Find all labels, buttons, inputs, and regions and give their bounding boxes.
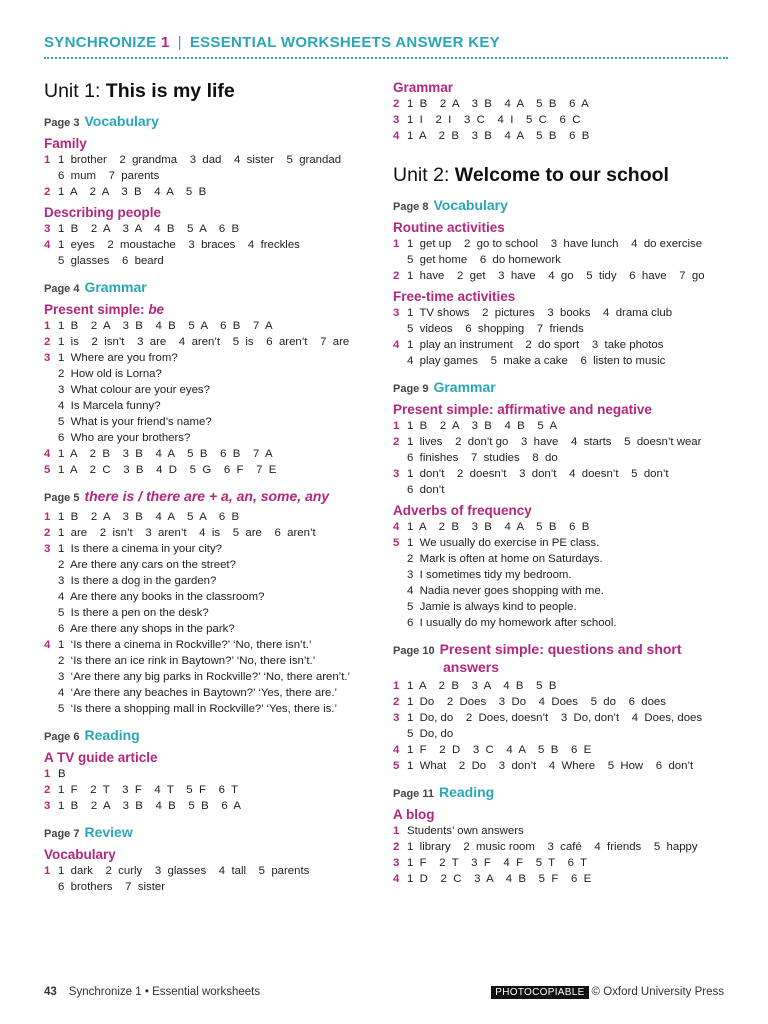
header-title: ESSENTIAL WORKSHEETS ANSWER KEY (189, 34, 500, 51)
answer-line: 1 is 2 isn’t 3 are 4 aren’t 5 is 6 aren’t 7 are (58, 336, 350, 348)
answer-row: 3 1 B 2 A 3 A 4 B 5 A 6 B (44, 223, 240, 235)
answer-row: 1 Students’ own answers (393, 825, 524, 837)
answer-line: 1 B 2 A 3 A 4 B 5 A 6 B (58, 223, 240, 235)
answer-row: 1 1 brother 2 grandma 3 dad 4 sister 5 grandad 6 mum 7 parents (44, 154, 342, 182)
right-column (393, 76, 738, 887)
answer-line: 1 get up 2 go to school 3 have lunch 4 do exercise (407, 238, 703, 250)
answer-line: 1 B 2 A 3 B 4 B 5 A 6 B 7 A (58, 320, 273, 332)
answer-line: 1 TV shows 2 pictures 3 books 4 drama club (407, 307, 673, 319)
answer-line: 1 What 2 Do 3 don’t 4 Where 5 How 6 don’t (407, 760, 694, 772)
answer-line: 6 Who are your brothers? (58, 432, 191, 444)
footer-text: Synchronize 1 • Essential worksheets (68, 986, 261, 998)
section-present-simple-be: Present simple: be (44, 302, 165, 317)
answer-line: 4 ‘Are there any beaches in Baytown?’ ‘Yes, there are.’ (58, 687, 338, 699)
answer-row: 2 1 library 2 music room 3 café 4 friends 5 happy (393, 841, 698, 853)
answer-line: 1 F 2 T 3 F 4 T 5 F 6 T (58, 784, 238, 796)
page-9-heading: Page 9 Grammar (393, 379, 496, 395)
answer-line: 1 library 2 music room 3 café 4 friends 5 happy (407, 841, 698, 853)
answer-line: 2 ‘Is there an ice rink in Baytown?’ ‘No, there isn’t.’ (58, 655, 316, 667)
answer-line: 3 ‘Are there any big parks in Rockville?’ ‘No, there aren’t.’ (58, 671, 351, 683)
page-5-heading: Page 5 there is / there are + a, an, some, any (44, 488, 330, 504)
unit-2-title: Unit 2: Welcome to our school (393, 164, 669, 186)
answer-line: 1 B 2 A 3 B 4 A 5 A 6 B (58, 511, 240, 523)
answer-line: 1 A 2 B 3 B 4 A 5 B 6 B (407, 130, 590, 142)
answer-line: 1 Do, do 2 Does, doesn’t 3 Do, don’t 4 Does, does (407, 712, 703, 724)
brand-logo: SYNCHRONIZE 1 (44, 34, 170, 51)
answer-row: 5 1 A 2 C 3 B 4 D 5 G 6 F 7 E (44, 464, 277, 476)
answer-row: 5 1 What 2 Do 3 don’t 4 Where 5 How 6 don’t (393, 760, 694, 772)
answer-line: 6 I usually do my homework after school. (407, 617, 617, 629)
answer-line: 1 don’t 2 doesn’t 3 don’t 4 doesn’t 5 don’t (407, 468, 669, 480)
answer-line: 1 have 2 get 3 have 4 go 5 tidy 6 have 7 go (407, 270, 705, 282)
section-adverbs: Adverbs of frequency (393, 503, 532, 518)
answer-line: 5 Do, do (407, 728, 454, 740)
answer-line: 2 Mark is often at home on Saturdays. (407, 553, 603, 565)
answer-line: 1 I 2 I 3 C 4 I 5 C 6 C (407, 114, 581, 126)
answer-line: 5 videos 6 shopping 7 friends (407, 323, 584, 335)
answer-row: 2 1 lives 2 don’t go 3 have 4 starts 5 doesn’t wear 6 finishes 7 studies 8 do (393, 436, 702, 464)
unit-1-title: Unit 1: This is my life (44, 80, 235, 102)
answer-line: 3 What colour are your eyes? (58, 384, 210, 396)
answer-line: 1 B 2 A 3 B 4 B 5 A (407, 420, 558, 432)
section-review-vocabulary: Vocabulary (44, 847, 116, 862)
left-column (44, 76, 369, 895)
answer-line: 1 F 2 D 3 C 4 A 5 B 6 E (407, 744, 592, 756)
answer-row: 2 1 B 2 A 3 B 4 A 5 B 6 A (393, 98, 589, 110)
answer-line: 6 brothers 7 sister (58, 881, 165, 893)
answer-line: 4 Nadia never goes shopping with me. (407, 585, 604, 597)
answer-row: 4 1 eyes 2 moustache 3 braces 4 freckles 5 glasses 6 beard (44, 239, 300, 267)
answer-line: 6 don’t (407, 484, 445, 496)
section-affirmative-negative: Present simple: affirmative and negative (393, 402, 652, 417)
section-review-grammar: Grammar (393, 80, 454, 95)
answer-line: 1 dark 2 curly 3 glasses 4 tall 5 parents (58, 865, 310, 877)
answer-line: 1 lives 2 don’t go 3 have 4 starts 5 doesn’t wear (407, 436, 702, 448)
answer-line: 1 Where are you from? (58, 352, 178, 364)
answer-row: 4 1 A 2 B 3 B 4 A 5 B 6 B 7 A (44, 448, 273, 460)
answer-line: 1 Is there a cinema in your city? (58, 543, 222, 555)
answer-row: 4 1 play an instrument 2 do sport 3 take photos 4 play games 5 make a cake 6 listen to music (393, 339, 666, 367)
section-family: Family (44, 136, 87, 151)
page-number: 43 (44, 986, 57, 998)
section-routine-activities: Routine activities (393, 220, 505, 235)
answer-row: 3 1 Is there a cinema in your city? 2 Are there any cars on the street? 3 Is there a dog in the garden? 4 Are there any books in the classroom? 5 Is there a pen on the desk? 6 Are there any shops in the park? (44, 543, 265, 635)
answer-line: 5 ‘Is there a shopping mall in Rockville?’ ‘Yes, there is.’ (58, 703, 337, 715)
answer-row: 2 1 have 2 get 3 have 4 go 5 tidy 6 have 7 go (393, 270, 705, 282)
section-free-time: Free-time activities (393, 289, 516, 304)
page-11-heading: Page 11 Reading (393, 784, 495, 800)
answer-line: 5 get home 6 do homework (407, 254, 561, 266)
answer-row: 4 1 A 2 B 3 B 4 A 5 B 6 B (393, 521, 590, 533)
answer-row: 4 1 A 2 B 3 B 4 A 5 B 6 B (393, 130, 590, 142)
answer-line: 5 Is there a pen on the desk? (58, 607, 209, 619)
answer-line: 5 glasses 6 beard (58, 255, 164, 267)
section-describing-people: Describing people (44, 205, 162, 220)
answer-line: 1 F 2 T 3 F 4 F 5 T 6 T (407, 857, 587, 869)
answer-line: 1 We usually do exercise in PE class. (407, 537, 600, 549)
answer-line: 5 Jamie is always kind to people. (407, 601, 577, 613)
answer-line: 4 play games 5 make a cake 6 listen to music (407, 355, 666, 367)
answer-row: 2 1 Do 2 Does 3 Do 4 Does 5 do 6 does (393, 696, 666, 708)
answer-row: 4 1 F 2 D 3 C 4 A 5 B 6 E (393, 744, 592, 756)
answer-line: 1 play an instrument 2 do sport 3 take photos (407, 339, 664, 351)
answer-row: 1 1 B 2 A 3 B 4 A 5 A 6 B (44, 511, 240, 523)
answer-row: 3 1 don’t 2 doesn’t 3 don’t 4 doesn’t 5 don’t 6 don’t (393, 468, 669, 496)
answer-line: 1 A 2 A 3 B 4 A 5 B (58, 186, 207, 198)
answer-row: 1 B (44, 768, 66, 780)
answer-row: 4 1 ‘Is there a cinema in Rockville?’ ‘No, there isn’t.’ 2 ‘Is there an ice rink in Baytown?’ ‘No, there isn’t.’ 3 ‘Are there any big parks in Rockville?’ ‘No, there aren’t.’ 4 ‘Are there any beaches in Baytown?’ ‘Yes, there are.’ 5 ‘Is there a shopping mall in Rockville?’ ‘Yes, there is.’ (44, 639, 351, 715)
answer-line: 3 Is there a dog in the garden? (58, 575, 217, 587)
answer-row: 3 1 I 2 I 3 C 4 I 5 C 6 C (393, 114, 581, 126)
answer-line: 1 A 2 C 3 B 4 D 5 G 6 F 7 E (58, 464, 277, 476)
answer-line: 1 Do 2 Does 3 Do 4 Does 5 do 6 does (407, 696, 666, 708)
answer-line: 2 How old is Lorna? (58, 368, 162, 380)
answer-row: 3 1 Do, do 2 Does, doesn’t 3 Do, don’t 4 Does, does 5 Do, do (393, 712, 703, 740)
answer-line: 1 A 2 B 3 A 4 B 5 B (407, 680, 557, 692)
answer-row: 3 1 TV shows 2 pictures 3 books 4 drama club 5 videos 6 shopping 7 friends (393, 307, 673, 335)
answer-line: 6 Are there any shops in the park? (58, 623, 235, 635)
answer-line: 1 B 2 A 3 B 4 B 5 B 6 A (58, 800, 241, 812)
header-divider (44, 57, 728, 59)
answer-row: 3 1 F 2 T 3 F 4 F 5 T 6 T (393, 857, 587, 869)
answer-line: Students’ own answers (407, 825, 524, 837)
answer-row: 2 1 are 2 isn’t 3 aren’t 4 is 5 are 6 aren’t (44, 527, 316, 539)
answer-row: 2 1 is 2 isn’t 3 are 4 aren’t 5 is 6 aren’t 7 are (44, 336, 350, 348)
page-header: SYNCHRONIZE 1 | ESSENTIAL WORKSHEETS ANSWER KEY (44, 34, 500, 51)
section-blog: A blog (393, 807, 435, 822)
answer-line: 1 A 2 B 3 B 4 A 5 B 6 B (407, 521, 590, 533)
answer-row: 1 1 get up 2 go to school 3 have lunch 4 do exercise 5 get home 6 do homework (393, 238, 703, 266)
publisher: © Oxford University Press (591, 986, 724, 998)
answer-line: 1 brother 2 grandma 3 dad 4 sister 5 grandad (58, 154, 342, 166)
answer-line: 5 What is your friend’s name? (58, 416, 212, 428)
page-8-heading: Page 8 Vocabulary (393, 197, 508, 213)
photocopiable-badge: PHOTOCOPIABLE (491, 986, 588, 999)
answer-line: 1 eyes 2 moustache 3 braces 4 freckles (58, 239, 300, 251)
answer-line: 4 Are there any books in the classroom? (58, 591, 265, 603)
answer-line: 1 B 2 A 3 B 4 A 5 B 6 A (407, 98, 589, 110)
answer-row: 1 1 dark 2 curly 3 glasses 4 tall 5 parents 6 brothers 7 sister (44, 865, 310, 893)
answer-line: 6 mum 7 parents (58, 170, 160, 182)
answer-row: 1 1 A 2 B 3 A 4 B 5 B (393, 680, 557, 692)
answer-row: 4 1 D 2 C 3 A 4 B 5 F 6 E (393, 873, 592, 885)
answer-row: 5 1 We usually do exercise in PE class. 2 Mark is often at home on Saturdays. 3 I sometimes tidy my bedroom. 4 Nadia never goes shopping with me. 5 Jamie is always kind to people. 6 I usually do my homework after school. (393, 537, 617, 629)
answer-line: 1 D 2 C 3 A 4 B 5 F 6 E (407, 873, 592, 885)
answer-row: 1 1 B 2 A 3 B 4 B 5 A (393, 420, 558, 432)
answer-row: 1 1 B 2 A 3 B 4 B 5 A 6 B 7 A (44, 320, 273, 332)
answer-line: 1 ‘Is there a cinema in Rockville?’ ‘No, there isn’t.’ (58, 639, 312, 651)
page-10-heading: Page 10 Present simple: questions and short answers (393, 641, 682, 675)
answer-row: 2 1 F 2 T 3 F 4 T 5 F 6 T (44, 784, 238, 796)
answer-row: 3 1 B 2 A 3 B 4 B 5 B 6 A (44, 800, 241, 812)
answer-row: 2 1 A 2 A 3 B 4 A 5 B (44, 186, 207, 198)
page-3-heading: Page 3 Vocabulary (44, 113, 159, 129)
page-footer (44, 986, 724, 998)
answer-line: 3 I sometimes tidy my bedroom. (407, 569, 572, 581)
section-tv-guide: A TV guide article (44, 750, 158, 765)
page-6-heading: Page 6 Reading (44, 727, 140, 743)
answer-line: 6 finishes 7 studies 8 do (407, 452, 558, 464)
answer-line: B (58, 768, 66, 780)
page-4-heading: Page 4 Grammar (44, 279, 147, 295)
answer-row: 3 1 Where are you from? 2 How old is Lorna? 3 What colour are your eyes? 4 Is Marcela funny? 5 What is your friend’s name? 6 Who are your brothers? (44, 352, 212, 444)
answer-line: 4 Is Marcela funny? (58, 400, 161, 412)
answer-line: 1 are 2 isn’t 3 aren’t 4 is 5 are 6 aren’t (58, 527, 316, 539)
answer-line: 2 Are there any cars on the street? (58, 559, 236, 571)
page-7-heading: Page 7 Review (44, 824, 133, 840)
answer-line: 1 A 2 B 3 B 4 A 5 B 6 B 7 A (58, 448, 273, 460)
